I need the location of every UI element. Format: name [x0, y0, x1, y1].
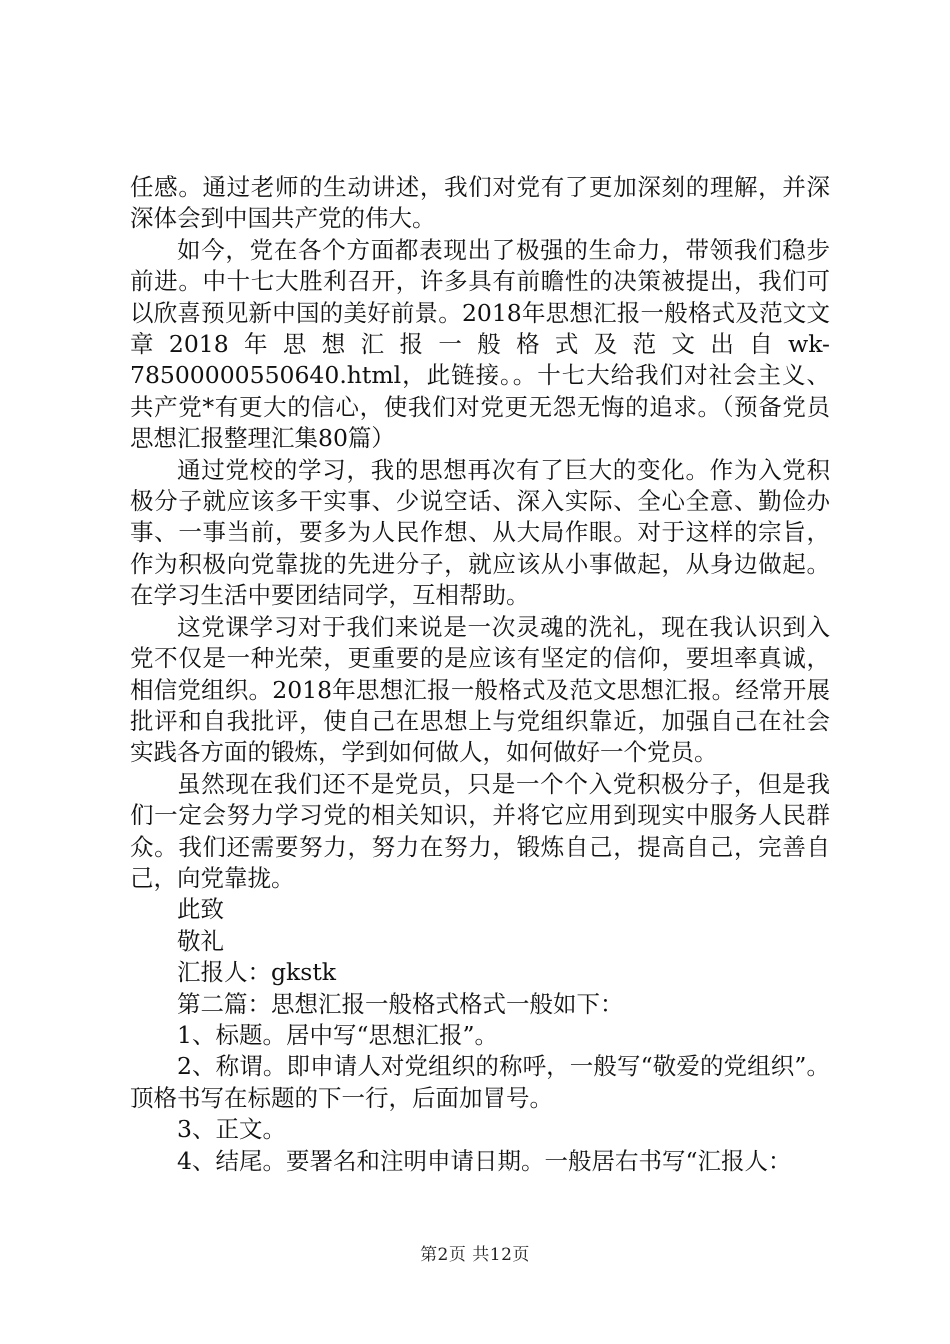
- list-item-ending: 4、结尾。要署名和注明申请日期。一般居右书写“汇报人：: [177, 1146, 792, 1175]
- list-item-body: 3、正文。: [177, 1115, 286, 1144]
- closing-salutation: 此致: [177, 895, 224, 924]
- page-number: 第2页 共12页: [420, 1245, 530, 1265]
- reporter-signature: 汇报人：gkstk: [177, 958, 337, 987]
- section-heading: 第二篇：思想汇报一般格式格式一般如下：: [177, 989, 624, 1018]
- paragraph-2: 如今，党在各个方面都表现出了极强的生命力，带领我们稳步前进。中十七大胜利召开，许多具有前瞻性的决策被提出，我们可以欣喜预见新中国的美好前景。2018年思想汇报一般格式及范文文章2018年思想汇报一般格式及范文出自wk-78500000550640.html，此链接。。十七大给我们对社会主义、共产党*有更大的信心，使我们对党更无怨无悔的追求。（预备党员思想汇报整理汇集80篇）: [130, 235, 830, 453]
- closing-respect: 敬礼: [177, 926, 224, 955]
- list-item-salutation: 2、称谓。即申请人对党组织的称呼，一般写“敬爱的党组织”。顶格书写在标题的下一行，后面加冒号。: [130, 1052, 830, 1112]
- paragraph-4: 这党课学习对于我们来说是一次灵魂的洗礼，现在我认识到入党不仅是一种光荣，更重要的是应该有坚定的信仰，要坦率真诚，相信党组织。2018年思想汇报一般格式及范文思想汇报。经常开展批评和自我批评，使自己在思想上与党组织靠近，加强自己在社会实践各方面的锻炼，学到如何做人，如何做好一个党员。: [130, 612, 830, 767]
- paragraph-1: 任感。通过老师的生动讲述，我们对党有了更加深刻的理解，并深深体会到中国共产党的伟大。: [130, 173, 830, 233]
- paragraph-5: 虽然现在我们还不是党员，只是一个个入党积极分子，但是我们一定会努力学习党的相关知识，并将它应用到现实中服务人民群众。我们还需要努力，努力在努力，锻炼自己，提高自己，完善自己，向党靠拢。: [130, 769, 830, 892]
- paragraph-3: 通过党校的学习，我的思想再次有了巨大的变化。作为入党积极分子就应该多干实事、少说空话、深入实际、全心全意、勤俭办事、一事当前，要多为人民作想、从大局作眼。对于这样的宗旨，作为积极向党靠拢的先进分子，就应该从小事做起，从身边做起。在学习生活中要团结同学，互相帮助。: [130, 455, 830, 610]
- list-item-title: 1、标题。居中写“思想汇报”。: [177, 1020, 498, 1049]
- document-body: [130, 172, 830, 1177]
